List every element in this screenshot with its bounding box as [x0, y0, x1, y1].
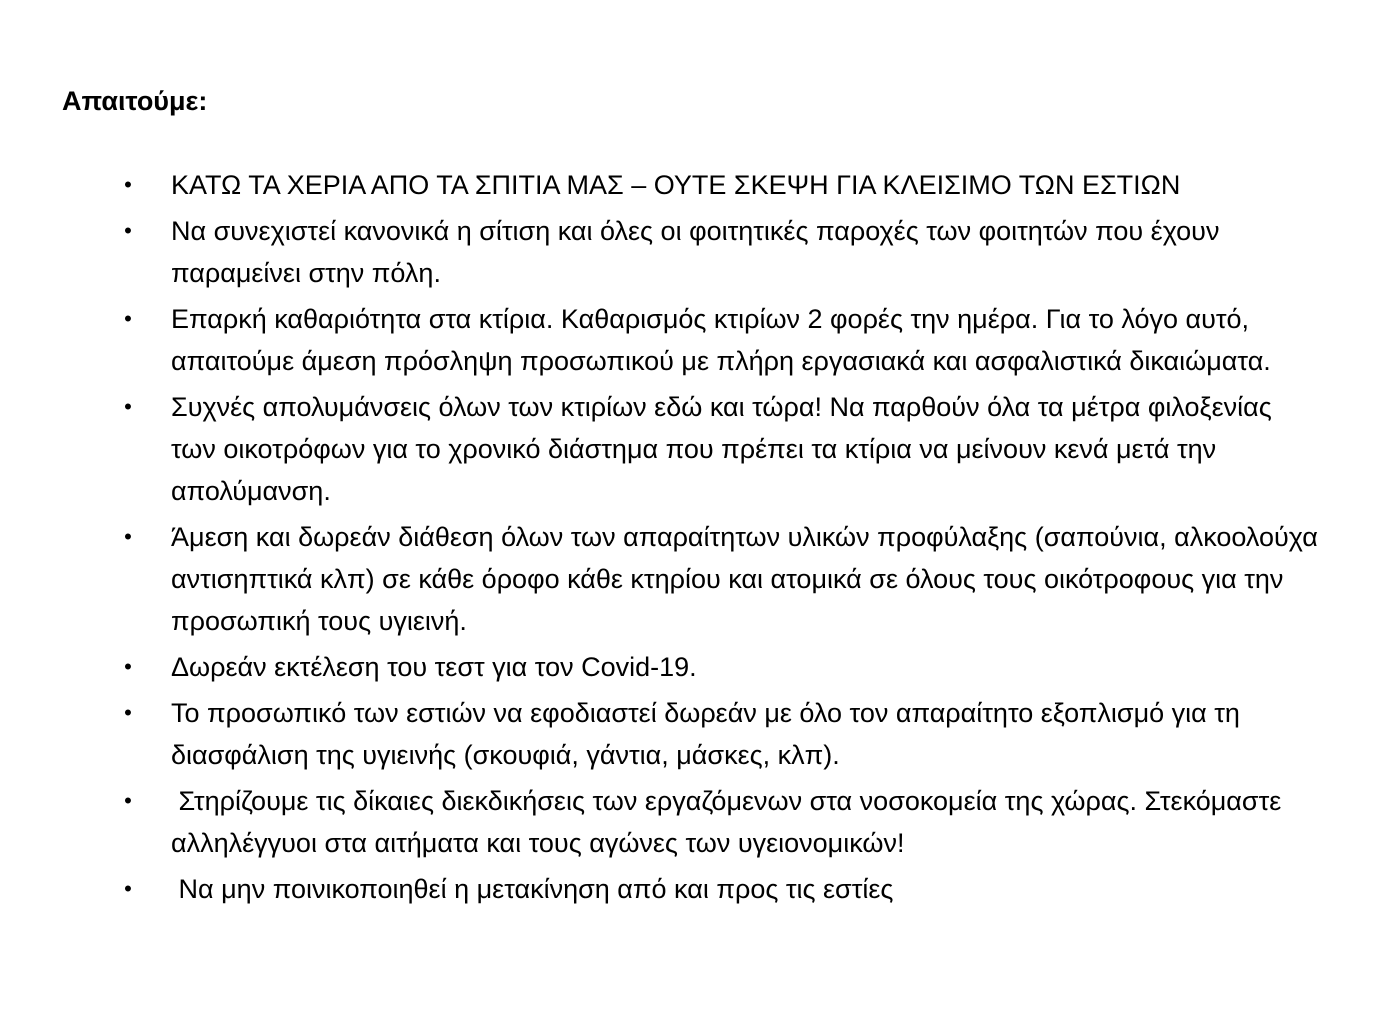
bullet-icon: • [124, 524, 132, 549]
bullet-icon: • [124, 306, 132, 331]
list-item [0, 386, 1321, 512]
demand-text: Να μην ποινικοποιηθεί η μετακίνηση από και προς τις εστίες [171, 874, 894, 904]
list-item [0, 692, 1321, 776]
bullet-icon: • [124, 654, 132, 679]
list-item [0, 298, 1321, 382]
demands-list [0, 164, 1383, 914]
list-item [0, 868, 1321, 910]
demand-text: Να συνεχιστεί κανονικά η σίτιση και όλες οι φοιτητικές παροχές των φοιτητών που έχουν παραμείνει στην πόλη. [171, 216, 1227, 288]
demand-text: Στηρίζουμε τις δίκαιες διεκδικήσεις των εργαζόμενων στα νοσοκομεία της χώρας. Στεκόμαστε αλληλέγγυοι στα αιτήματα και τους αγώνες των υγειονομικών! [171, 786, 1289, 858]
demand-text: ΚΑΤΩ ΤΑ ΧΕΡΙΑ ΑΠΟ ΤΑ ΣΠΙΤΙΑ ΜΑΣ – ΟΥΤΕ ΣΚΕΨΗ ΓΙΑ ΚΛΕΙΣΙΜΟ ΤΩΝ ΕΣΤΙΩΝ [171, 170, 1181, 200]
bullet-icon: • [124, 700, 132, 725]
list-item [0, 164, 1321, 206]
bullet-icon: • [124, 876, 132, 901]
demand-text: Το προσωπικό των εστιών να εφοδιαστεί δωρεάν με όλο τον απαραίτητο εξοπλισμό για τη διασφάλιση της υγιεινής (σκουφιά, γάντια, μάσκες, κλπ). [171, 698, 1248, 770]
document-heading: Απαιτούμε: [62, 86, 208, 116]
bullet-icon: • [124, 788, 132, 813]
bullet-icon: • [124, 218, 132, 243]
bullet-icon: • [124, 394, 132, 419]
bullet-icon: • [124, 172, 132, 197]
list-item [0, 516, 1326, 642]
demand-text: Συχνές απολυμάνσεις όλων των κτιρίων εδώ και τώρα! Να παρθούν όλα τα μέτρα φιλοξενίας των οικοτρόφων για το χρονικό διάστημα που πρέπει τα κτίρια να μείνουν κενά μετά την απολύμανση. [171, 392, 1280, 506]
demand-text: Δωρεάν εκτέλεση του τεστ για τον Covid-19. [171, 652, 697, 682]
demand-text: Άμεση και δωρεάν διάθεση όλων των απαραίτητων υλικών προφύλαξης (σαπούνια, αλκοολούχα αντισηπτικά κλπ) σε κάθε όροφο κάθε κτηρίου και ατομικά σε όλους τους οικότροφους για την προσωπική τους υγιεινή. [171, 522, 1326, 636]
list-item [0, 780, 1321, 864]
list-item [0, 646, 1321, 688]
demand-text: Επαρκή καθαριότητα στα κτίρια. Καθαρισμός κτιρίων 2 φορές την ημέρα. Για το λόγο αυτό, απαιτούμε άμεση πρόσληψη προσωπικού με πλήρη εργασιακά και ασφαλιστικά δικαιώματα. [171, 304, 1271, 376]
list-item [0, 210, 1321, 294]
